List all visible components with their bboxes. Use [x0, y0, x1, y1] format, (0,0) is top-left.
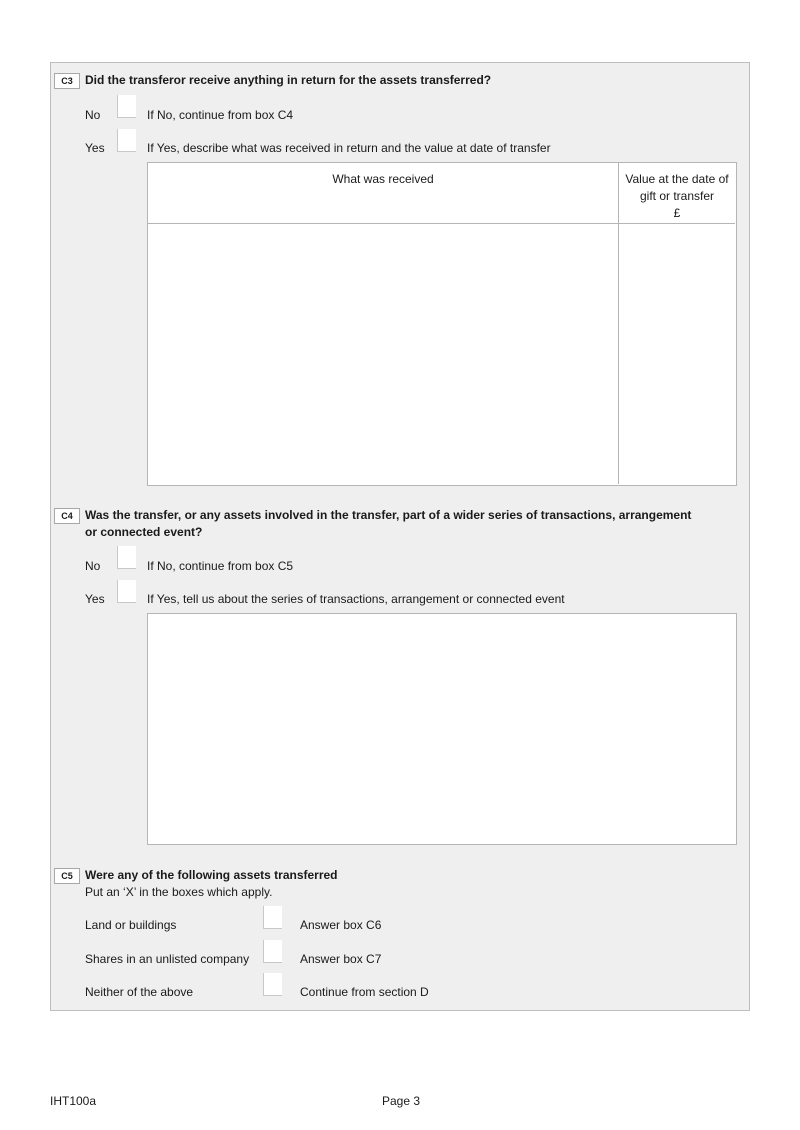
- c4-question-line2: or connected event?: [85, 525, 203, 539]
- c5-neither-checkbox[interactable]: [263, 973, 282, 996]
- c3-value-input[interactable]: [619, 224, 735, 484]
- c5-unlisted-shares-checkbox[interactable]: [263, 940, 282, 963]
- c3-no-instruction: If No, continue from box C4: [147, 108, 294, 122]
- c5-option-instruction: Answer box C6: [300, 918, 382, 932]
- c4-no-label: No: [85, 559, 101, 573]
- c5-option-label: Shares in an unlisted company: [85, 952, 250, 966]
- c3-what-received-input[interactable]: [148, 224, 618, 484]
- c3-yes-instruction: If Yes, describe what was received in return and the value at date of transfer: [147, 141, 551, 155]
- c5-option-instruction: Answer box C7: [300, 952, 382, 966]
- c3-yes-checkbox[interactable]: [117, 129, 136, 152]
- c3-yes-label: Yes: [85, 141, 105, 155]
- form-code: IHT100a: [50, 1094, 97, 1108]
- c3-col-what-received-header: What was received: [332, 172, 434, 186]
- c3-col-value-header-line1: Value at the date of: [625, 172, 729, 186]
- box-number-c5: C5: [54, 868, 80, 884]
- c4-no-checkbox[interactable]: [117, 546, 136, 569]
- c5-question: Were any of the following assets transferred: [85, 868, 338, 882]
- c5-option-label: Neither of the above: [85, 985, 194, 999]
- c4-question-line1: Was the transfer, or any assets involved in the transfer, part of a wider series of transactions, arrangement: [85, 508, 692, 522]
- c5-option-label: Land or buildings: [85, 918, 177, 932]
- box-number-c4: C4: [54, 508, 80, 524]
- c4-yes-checkbox[interactable]: [117, 580, 136, 603]
- c5-option-instruction: Continue from section D: [300, 985, 429, 999]
- box-number-c3: C3: [54, 73, 80, 89]
- c5-hint: Put an ‘X’ in the boxes which apply.: [85, 885, 273, 899]
- page-number: Page 3: [382, 1094, 421, 1108]
- c3-no-checkbox[interactable]: [117, 95, 136, 118]
- c3-col-value-header-line2: gift or transfer: [639, 189, 715, 203]
- c3-col-value-header-currency: £: [673, 206, 681, 220]
- c4-details-textarea[interactable]: [147, 613, 737, 845]
- c5-land-or-buildings-checkbox[interactable]: [263, 906, 282, 929]
- c3-no-label: No: [85, 108, 101, 122]
- c4-yes-label: Yes: [85, 592, 105, 606]
- c4-yes-instruction: If Yes, tell us about the series of transactions, arrangement or connected event: [147, 592, 565, 606]
- c3-question: Did the transferor receive anything in return for the assets transferred?: [85, 73, 492, 87]
- c4-no-instruction: If No, continue from box C5: [147, 559, 294, 573]
